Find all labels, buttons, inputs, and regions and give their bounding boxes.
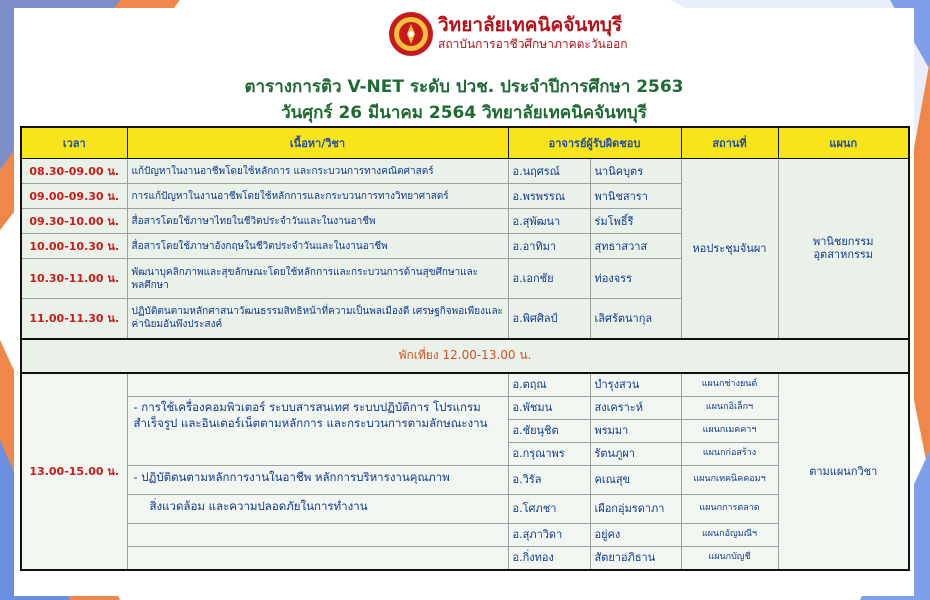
teacher-first-name: อ.อาทิมา [508, 234, 590, 259]
teacher-first-name: อ.พิศศิลป์ [508, 299, 590, 339]
college-brand [438, 14, 628, 52]
subject-cell: สื่อสารโดยใช้ภาษาอังกฤษในชีวิตประจำวันและในงานอาชีพ [127, 234, 508, 259]
teacher-last-name: อยู่คง [590, 523, 681, 546]
place-cell: หอประชุมจันผา [681, 159, 778, 339]
lunch-break: พักเที่ยง 12.00-13.00 น. [21, 339, 909, 373]
page-subtitle: วันศุกร์ 26 มีนาคม 2564 วิทยาลัยเทคนิคจันทบุรี [281, 103, 647, 123]
teacher-first-name: อ.สุพัฒนา [508, 209, 590, 234]
teacher-last-name: นานิคบุตร [590, 159, 681, 184]
header-subject: เนื้อหา/วิชา [127, 127, 508, 159]
header-dept: แผนก [778, 127, 909, 159]
dept-line: อุตสาหกรรม [813, 248, 874, 262]
time-cell: 10.00-10.30 น. [21, 234, 127, 259]
schedule-sheet [14, 8, 914, 596]
subject-cell [127, 373, 508, 397]
teacher-first-name: อ.พัชมน [508, 396, 590, 419]
teacher-last-name: พานิชสารา [590, 184, 681, 209]
teacher-first-name: อ.กรุณาพร [508, 442, 590, 465]
dept-cell: แผนกการตลาด [681, 494, 778, 523]
header-time: เวลา [21, 127, 127, 159]
subject-cell: - ปฏิบัติตนตามหลักการงานในอาชีพ หลักการบริหารงานคุณภาพ [127, 465, 508, 494]
table-row [21, 523, 909, 546]
teacher-last-name: สุทธาสวาส [590, 234, 681, 259]
table-row [21, 396, 909, 419]
schedule-table [20, 126, 910, 571]
teacher-last-name: รัตนภูผา [590, 442, 681, 465]
dept-cell: แผนกก่อสร้าง [681, 442, 778, 465]
teacher-last-name: เผือกอุ่มรดาภา [590, 494, 681, 523]
college-name: วิทยาลัยเทคนิคจันทบุรี [438, 14, 623, 36]
dept-cell: แผนกเทคนิคคอมฯ [681, 465, 778, 494]
teacher-last-name: ร่มโพธิ์รี [590, 209, 681, 234]
teacher-last-name: ท่องจรร [590, 259, 681, 299]
place-dept-cell: ตามแผนกวิชา [778, 373, 909, 570]
table-header-row [21, 127, 909, 159]
college-emblem-icon [388, 11, 434, 57]
subject-cell: พัฒนาบุคลิกภาพและสุขลักษณะโดยใช้หลักการและกระบวนการด้านสุขศึกษาและพลศึกษา [127, 259, 508, 299]
page-title: ตารางการติว V-NET ระดับ ปวช. ประจำปีการศึกษา 2563 [244, 77, 684, 97]
teacher-first-name: อ.สุภาวิดา [508, 523, 590, 546]
lunch-row [21, 339, 909, 373]
time-cell: 13.00-15.00 น. [21, 373, 127, 570]
table-row [21, 159, 909, 184]
subject-cell: - การใช้เครื่องคอมพิวเตอร์ ระบบสารสนเทศ ระบบปฏิบัติการ โปรแกรมสำเร็จรูป และอินเตอร์เน็ตตามหลักการ และกระบวนการตามลักษณะงาน [127, 396, 508, 465]
teacher-first-name: อ.วิรัล [508, 465, 590, 494]
table-row [21, 494, 909, 523]
subject-cell: ปฏิบัติตนตามหลักศาสนาวัฒนธรรมสิทธิหน้าที่ความเป็นพลเมืองดี เศรษฐกิจพอเพียงและค่านิยมอันพึงประสงค์ [127, 299, 508, 339]
subject-cell [127, 546, 508, 570]
teacher-last-name: สงเคราะห์ [590, 396, 681, 419]
subject-cell [127, 523, 508, 546]
dept-cell: แผนกอิเล็กฯ [681, 396, 778, 419]
teacher-last-name: คเณสุข [590, 465, 681, 494]
teacher-last-name: พรมมา [590, 419, 681, 442]
teacher-first-name: อ.พรพรรณ [508, 184, 590, 209]
dept-cell: แผนกบัญชี [681, 546, 778, 570]
teacher-last-name: บำรุงสวน [590, 373, 681, 397]
teacher-first-name: อ.ตฤณ [508, 373, 590, 397]
teacher-first-name: อ.เอกชัย [508, 259, 590, 299]
teacher-first-name: อ.โศภชา [508, 494, 590, 523]
institute-name: สถาบันการอาชีวศึกษาภาคตะวันออก [438, 37, 628, 51]
subject-cell: สื่อสารโดยใช้ภาษาไทยในชีวิตประจำวันและในงานอาชีพ [127, 209, 508, 234]
time-cell: 10.30-11.00 น. [21, 259, 127, 299]
teacher-last-name: สัตยาอภิธาน [590, 546, 681, 570]
table-row [21, 373, 909, 397]
teacher-first-name: อ.กิ่งทอง [508, 546, 590, 570]
dept-cell: แผนกช่างยนต์ [681, 373, 778, 397]
teacher-first-name: อ.นฤศรณ์ [508, 159, 590, 184]
page-header [14, 8, 914, 68]
time-cell: 09.30-10.00 น. [21, 209, 127, 234]
subject-cell: แก้ปัญหาในงานอาชีพโดยใช้หลักการ และกระบวนการทางคณิตศาสตร์ [127, 159, 508, 184]
header-place: สถานที่ [681, 127, 778, 159]
dept-cell: แผนกเมคคาฯ [681, 419, 778, 442]
table-row [21, 546, 909, 570]
dept-cell [778, 159, 909, 339]
time-cell: 08.30-09.00 น. [21, 159, 127, 184]
subject-cell: สิ่งแวดล้อม และความปลอดภัยในการทำงาน [127, 494, 508, 523]
dept-cell: แผนกอัญมณีฯ [681, 523, 778, 546]
teacher-last-name: เลิศรัตนากุล [590, 299, 681, 339]
table-row [21, 465, 909, 494]
dept-line: พานิชยกรรม [812, 235, 874, 249]
time-cell: 09.00-09.30 น. [21, 184, 127, 209]
time-cell: 11.00-11.30 น. [21, 299, 127, 339]
subject-cell: การแก้ปัญหาในงานอาชีพโดยใช้หลักการและกระบวนการทางวิทยาศาสตร์ [127, 184, 508, 209]
teacher-first-name: อ.ชัยนุชิต [508, 419, 590, 442]
header-teacher: อาจารย์ผู้รับผิดชอบ [508, 127, 681, 159]
